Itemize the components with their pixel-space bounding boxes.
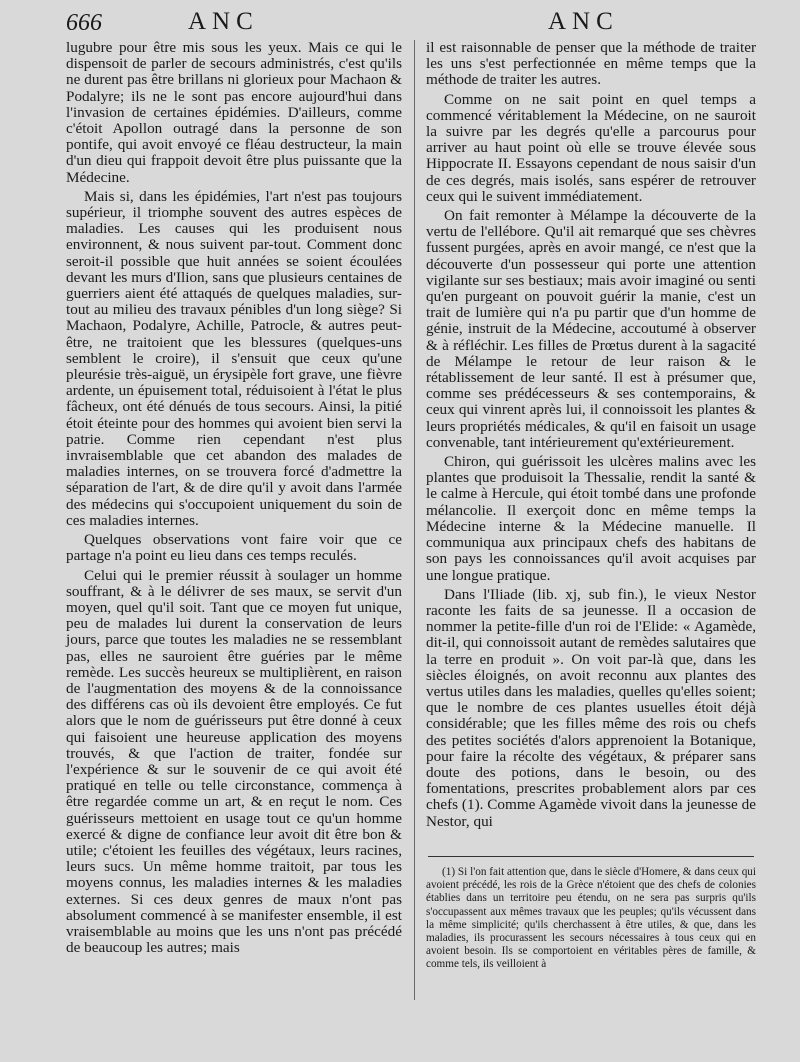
paragraph: Quelques observations vont faire voir que ce partage n'a point eu lieu dans ces temps reculés. bbox=[66, 531, 402, 565]
footnote bbox=[426, 866, 756, 972]
page-number: 666 bbox=[66, 10, 102, 36]
paragraph: il est raisonnable de penser que la méthode de traiter les uns s'est perfectionnée en même temps que la méthode de traiter les autres. bbox=[426, 39, 756, 89]
paragraph: Chiron, qui guérissoit les ulcères malins avec les plantes que produisoit la Thessalie, rendit la santé & le calme à Hercule, qui étoit tombé dans une profonde mélancolie. Il exerçoit donc en même temps la Médecine interne & la Médecine manuelle. Il communiqua aux principaux chefs des habitans de son pays les connoissances qu'il avoit acquises par une longue pratique. bbox=[426, 453, 756, 584]
paragraph: Mais si, dans les épidémies, l'art n'est pas toujours supérieur, il triomphe souvent des autres espèces de maladies. Les causes qui les produisent nous environnent, & nous suivent par-tout. Comment donc seroit-il possible que huit années se soient écoulées devant les murs d'Ilion, sans que plusieurs centaines de guerriers aient été attaqués de quelques maladies, sur-tout au milieu des travaux pénibles d'un long siège? Si Machaon, Podalyre, Achille, Patrocle, & autres peut-être, ne traitoient que les blessures (quelques-uns semblent le croire), il s'ensuit que ceux qu'une pleurésie très-aiguë, un érysipèle fort grave, une fièvre ardente, un épuisement total, réduisoient à l'état le plus fâcheux, ont été dénués de tous secours. Ainsi, la pitié étoit éteinte pour des hommes qui avoient bien servi la patrie. Comme rien cependant n'est plus invraisemblable que cet abandon des malades de maladies internes, on se trouvera forcé d'admettre la séparation de l'art, & de dire qu'il y avoit dans l'armée des médecins qui s'occupoient uniquement du soin de ces maladies internes. bbox=[66, 187, 402, 529]
page-header bbox=[0, 6, 800, 40]
running-head-left: ANC bbox=[188, 8, 259, 35]
column-divider bbox=[414, 40, 415, 1000]
paragraph: Comme on ne sait point en quel temps a commencé véritablement la Médecine, on ne sauroit la suivre par les degrés qu'elle a parcourus pour arriver au haut point où elle se trouve élevée sous Hippocrate II. Essayons cependant de nous saisir d'un de ces degrés, mais isolés, sans espérer de retrouver ceux qui le suivent immédiatement. bbox=[426, 90, 756, 205]
right-column bbox=[426, 40, 756, 833]
paragraph: Celui qui le premier réussit à soulager un homme souffrant, & à le délivrer de ses maux, se servit d'un moyen, quel qu'il soit. Tant que ce moyen fut unique, peu de malades lui durent la conservation de leurs jours, parce que toutes les maladies ne se ressemblant pas, elles ne sauroient être guéries par le même remède. Les succès heureux se multiplièrent, en raison de l'augmentation des moyens & de la connoissance des différens cas où ils devoient être employés. Ce fut alors que le nom de guérisseurs put être donné à ceux qui faisoient une heureuse application des moyens trouvés, & que l'action de traiter, fondée sur l'expérience & sur le souvenir de ce qui avoit été pratiqué en telle ou telle circonstance, commença à être regardée comme un art, & en reçut le nom. Ces guérisseurs mettoient en usage tout ce qu'un homme exercé & digne de confiance leur avoit dit être bon & utile; c'étoient les feuilles des végétaux, leurs racines, leurs sucs. Un même homme traitoit, par tous les moyens connus, les maladies internes & les maladies externes. Si ces deux genres de maux n'ont pas absolument commencé à se manifester ensemble, il est vraisemblable au moins que les uns n'ont pas précédé de beaucoup les autres; mais bbox=[66, 566, 402, 957]
running-head-right: ANC bbox=[548, 8, 619, 35]
paragraph: On fait remonter à Mélampe la découverte de la vertu de l'ellébore. Qu'il ait remarqué que ses chèvres fussent purgées, après en avoir mangé, ce n'est que la découverte d'un possesseur qui porte une attention vigilante sur ses bestiaux; mais avoir imaginé ou senti qu'en purgeant on pouvoit guérir la manie, c'est un trait de lumière qui n'a pu partir que d'un homme de génie, instruit de la Médecine, accoutumé à observer & à réfléchir. Les filles de Prœtus durent à la sagacité de Mélampe le retour de leur raison & le rétablissement de leur santé. Il est à présumer que, comme ses prédécesseurs & ses contemporains, & ceux qui vinrent après lui, il connoissoit les plantes & leurs propriétés médicales, & qu'il en faisoit un usage convenable, tant intérieurement qu'extérieurement. bbox=[426, 207, 756, 451]
footnote-rule bbox=[428, 856, 754, 857]
paragraph: Dans l'Iliade (lib. xj, sub fin.), le vieux Nestor raconte les faits de sa jeunesse. Il a occasion de nommer la petite-fille d'un roi de l'Elide: « Agamède, dit-il, qui connoissoit autant de remèdes salutaires que la terre en produit ». On voit par-là que, dans les siècles éloignés, on avoit reconnu aux plantes des vertus utiles dans les maladies, quelles qu'elles soient; que le nombre de ces plantes usuelles étoit déjà considérable; que les filles même des rois ou chefs des petites sociétés d'alors apprenoient la Botanique, pour faire la récolte des végétaux, & préparer sans doute des potions, dans le besoin, ou des fomentations, prescrites probablement alors par ces chefs (1). Comme Agamède vivoit dans la jeunesse de Nestor, qui bbox=[426, 585, 756, 830]
paragraph: lugubre pour être mis sous les yeux. Mais ce qui le dispensoit de parler de secours administrés, c'est qu'ils ne durent pas être brillans ni glorieux pour Machaon & Podalyre; ils ne le sont pas encore aujourd'hui dans l'invasion de certaines épidémies. D'ailleurs, comme c'étoit Apollon outragé dans la personne de son pontife, qui avoit envoyé ce fléau destructeur, la main d'un dieu qui frappoit devoit être plus puissante que la Médecine. bbox=[66, 39, 402, 186]
left-column bbox=[66, 40, 402, 959]
footnote-text: (1) Si l'on fait attention que, dans le siècle d'Homere, & dans ceux qui avoient précédé, les rois de la Grèce n'étoient que des chefs de colonies établies dans un territoire peu étendu, on ne sera pas surpris qu'ils s'occupassent aux mêmes travaux que les peuples; qu'ils vécussent dans la même simplicité; qu'ils cherchassent à être utiles, & que, dans les maladies, ils procurassent les secours nécessaires à tous ceux qui en avoient besoin. Ils se comportoient en véritables pères de famille, & comme tels, ils veilloient à bbox=[426, 866, 756, 971]
